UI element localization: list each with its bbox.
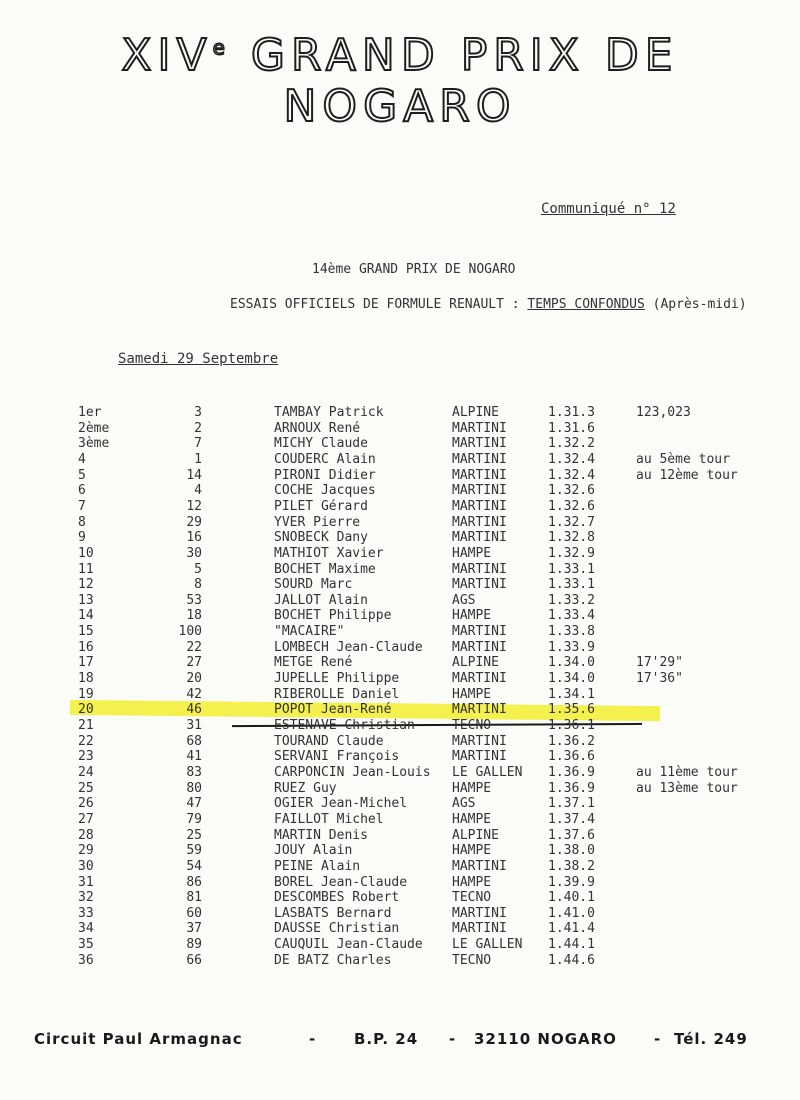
chassis-cell: ALPINE [452,655,499,671]
position-cell: 8 [78,514,86,530]
position-cell: 27 [78,811,94,827]
lap-time-cell: 1.37.6 [548,827,595,843]
chassis-cell: MARTINI [452,639,507,655]
driver-cell: JALLOT Alain [274,592,368,608]
position-cell: 33 [78,905,94,921]
lap-time-cell: 1.36.9 [548,780,595,796]
driver-cell: MATHIOT Xavier [274,545,384,561]
lap-time-cell: 1.32.8 [548,530,595,546]
lap-time-cell: 1.33.1 [548,577,595,593]
position-cell: 34 [78,921,94,937]
driver-cell: DE BATZ Charles [274,952,392,968]
chassis-cell: MARTINI [452,671,507,687]
table-row [0,702,800,718]
driver-cell: OGIER Jean-Michel [274,796,408,812]
driver-cell: "MACAIRE" [274,624,345,640]
table-row [0,671,800,687]
position-cell: 23 [78,749,94,765]
position-cell: 10 [78,545,94,561]
table-row [0,577,800,593]
communique-number: Communiqué n° 12 [541,201,676,217]
position-cell: 3ème [78,436,110,452]
table-row [0,828,800,844]
car-number-cell: 53 [186,592,202,608]
table-row [0,562,800,578]
position-cell: 36 [78,952,94,968]
table-row [0,655,800,671]
car-number-cell: 54 [186,858,202,874]
note-cell: au 13ème tour [636,780,738,796]
position-cell: 13 [78,592,94,608]
table-row [0,530,800,546]
chassis-cell: MARTINI [452,530,507,546]
chassis-cell: TECNO [452,718,492,733]
lap-time-cell: 1.40.1 [548,890,595,906]
driver-cell: TOURAND Claude [274,733,384,749]
car-number-cell: 89 [186,937,202,953]
car-number-cell: 59 [186,843,202,859]
table-row [0,421,800,437]
position-cell: 32 [78,890,94,906]
position-cell: 1er [78,405,102,420]
car-number-cell: 60 [186,905,202,921]
session-date: Samedi 29 Septembre [118,351,279,367]
table-row [0,906,800,922]
car-number-cell: 100 [178,624,202,640]
lap-time-cell: 1.36.2 [548,733,595,749]
lap-time-cell: 1.33.4 [548,608,595,624]
chassis-cell: MARTINI [452,624,507,640]
position-cell: 16 [78,639,94,655]
car-number-cell: 41 [186,749,202,765]
car-number-cell: 86 [186,874,202,890]
driver-cell: JOUY Alain [274,843,353,859]
car-number-cell: 31 [186,718,202,733]
position-cell: 25 [78,780,94,796]
chassis-cell: MARTINI [452,467,507,483]
position-cell: 15 [78,624,94,640]
driver-cell: SNOBECK Dany [274,530,368,546]
event-subtitle: 14ème GRAND PRIX DE NOGARO [312,262,516,277]
position-cell: 17 [78,655,94,671]
lap-time-cell: 1.34.0 [548,655,595,671]
chassis-cell: LE GALLEN [452,937,523,953]
chassis-cell: LE GALLEN [452,764,523,780]
footer-address: Circuit Paul Armagnac - B.P. 24 - 32110 NOGARO - Tél. 249 [34,1030,748,1048]
car-number-cell: 4 [194,483,202,499]
position-cell: 2ème [78,420,110,436]
chassis-cell: MARTINI [452,702,507,718]
note-cell: au 12ème tour [636,467,738,483]
chassis-cell: MARTINI [452,577,507,593]
table-row [0,593,800,609]
position-cell: 6 [78,483,86,499]
table-row [0,640,800,656]
car-number-cell: 7 [194,436,202,452]
position-cell: 7 [78,498,86,514]
note-cell: 123,023 [636,405,691,420]
table-row [0,843,800,859]
driver-cell: LASBATS Bernard [274,905,392,921]
chassis-cell: ALPINE [452,405,499,420]
chassis-cell: MARTINI [452,561,507,577]
table-row [0,483,800,499]
lap-time-cell: 1.36.9 [548,764,595,780]
driver-cell: ARNOUX René [274,420,361,436]
position-cell: 5 [78,467,86,483]
driver-cell: COUDERC Alain [274,451,376,467]
lap-time-cell: 1.36.6 [548,749,595,765]
car-number-cell: 1 [194,451,202,467]
table-row [0,734,800,750]
car-number-cell: 83 [186,764,202,780]
position-cell: 21 [78,718,94,733]
driver-cell: BOCHET Maxime [274,561,376,577]
table-row [0,624,800,640]
table-row [0,859,800,875]
car-number-cell: 20 [186,671,202,687]
driver-cell: YVER Pierre [274,514,361,530]
lap-time-cell: 1.32.6 [548,483,595,499]
driver-cell: CAUQUIL Jean-Claude [274,937,423,953]
note-cell: 17'36" [636,671,683,687]
position-cell: 11 [78,561,94,577]
table-row [0,953,800,969]
car-number-cell: 80 [186,780,202,796]
car-number-cell: 3 [194,405,202,420]
lap-time-cell: 1.39.9 [548,874,595,890]
lap-time-cell: 1.32.4 [548,467,595,483]
driver-cell: METGE René [274,655,353,671]
chassis-cell: MARTINI [452,420,507,436]
driver-cell: ESTENAVE Christian [274,718,415,733]
driver-cell: MARTIN Denis [274,827,368,843]
chassis-cell: AGS [452,592,476,608]
lap-time-cell: 1.44.6 [548,952,595,968]
note-cell: 17'29" [636,655,683,671]
car-number-cell: 27 [186,655,202,671]
position-cell: 29 [78,843,94,859]
table-row [0,608,800,624]
car-number-cell: 25 [186,827,202,843]
lap-time-cell: 1.38.2 [548,858,595,874]
driver-cell: PILET Gérard [274,498,368,514]
driver-cell: LOMBECH Jean-Claude [274,639,423,655]
car-number-cell: 46 [186,702,202,718]
lap-time-cell: 1.32.2 [548,436,595,452]
table-row [0,749,800,765]
table-row [0,765,800,781]
page-title: XIVe GRAND PRIX DE NOGARO [121,30,679,132]
driver-cell: RIBEROLLE Daniel [274,686,400,702]
car-number-cell: 18 [186,608,202,624]
car-number-cell: 29 [186,514,202,530]
chassis-cell: TECNO [452,952,492,968]
chassis-cell: MARTINI [452,905,507,921]
chassis-cell: AGS [452,796,476,812]
lap-time-cell: 1.32.6 [548,498,595,514]
note-cell: au 5ème tour [636,451,730,467]
car-number-cell: 30 [186,545,202,561]
chassis-cell: HAMPE [452,843,492,859]
chassis-cell: HAMPE [452,811,492,827]
chassis-cell: HAMPE [452,545,492,561]
table-row [0,515,800,531]
position-cell: 22 [78,733,94,749]
chassis-cell: MARTINI [452,498,507,514]
session-subtitle: ESSAIS OFFICIELS DE FORMULE RENAULT : TEMPS CONFONDUS (Après-midi) [230,297,747,312]
driver-cell: PEINE Alain [274,858,361,874]
driver-cell: CARPONCIN Jean-Louis [274,764,431,780]
table-row [0,796,800,812]
car-number-cell: 22 [186,639,202,655]
lap-time-cell: 1.44.1 [548,937,595,953]
lap-time-cell: 1.35.6 [548,702,595,718]
position-cell: 4 [78,451,86,467]
position-cell: 31 [78,874,94,890]
lap-time-cell: 1.41.0 [548,905,595,921]
table-row [0,499,800,515]
chassis-cell: TECNO [452,890,492,906]
chassis-cell: HAMPE [452,780,492,796]
chassis-cell: ALPINE [452,827,499,843]
lap-time-cell: 1.37.4 [548,811,595,827]
lap-time-cell: 1.32.4 [548,451,595,467]
lap-time-cell: 1.32.7 [548,514,595,530]
lap-time-cell: 1.33.1 [548,561,595,577]
position-cell: 24 [78,764,94,780]
lap-time-cell: 1.38.0 [548,843,595,859]
car-number-cell: 5 [194,561,202,577]
lap-time-cell: 1.33.9 [548,639,595,655]
table-row [0,468,800,484]
chassis-cell: MARTINI [452,749,507,765]
car-number-cell: 37 [186,921,202,937]
position-cell: 28 [78,827,94,843]
chassis-cell: HAMPE [452,686,492,702]
position-cell: 35 [78,937,94,953]
driver-cell: DESCOMBES Robert [274,890,400,906]
table-row [0,875,800,891]
position-cell: 26 [78,796,94,812]
lap-time-cell: 1.41.4 [548,921,595,937]
car-number-cell: 12 [186,498,202,514]
chassis-cell: MARTINI [452,436,507,452]
lap-time-cell: 1.31.3 [548,405,595,420]
chassis-cell: HAMPE [452,608,492,624]
position-cell: 9 [78,530,86,546]
table-row [0,436,800,452]
driver-cell: SOURD Marc [274,577,353,593]
table-row [0,546,800,562]
driver-cell: RUEZ Guy [274,780,337,796]
car-number-cell: 8 [194,577,202,593]
driver-cell: COCHE Jacques [274,483,376,499]
note-cell: au 11ème tour [636,764,738,780]
position-cell: 19 [78,686,94,702]
table-row [0,452,800,468]
lap-time-cell: 1.33.2 [548,592,595,608]
lap-time-cell: 1.32.9 [548,545,595,561]
position-cell: 20 [78,702,94,718]
car-number-cell: 42 [186,686,202,702]
table-row [0,687,800,703]
driver-cell: POPOT Jean-René [274,702,392,718]
table-row [0,812,800,828]
driver-cell: MICHY Claude [274,436,368,452]
car-number-cell: 16 [186,530,202,546]
driver-cell: FAILLOT Michel [274,811,384,827]
lap-time-cell: 1.34.1 [548,686,595,702]
car-number-cell: 66 [186,952,202,968]
chassis-cell: MARTINI [452,733,507,749]
table-row [0,781,800,797]
car-number-cell: 2 [194,420,202,436]
table-row [0,718,800,734]
chassis-cell: MARTINI [452,451,507,467]
position-cell: 30 [78,858,94,874]
lap-time-cell: 1.33.8 [548,624,595,640]
table-row [0,937,800,953]
table-row [0,921,800,937]
driver-cell: BOCHET Philippe [274,608,392,624]
table-row [0,890,800,906]
lap-time-cell: 1.37.1 [548,796,595,812]
chassis-cell: MARTINI [452,921,507,937]
lap-time-cell: 1.34.0 [548,671,595,687]
position-cell: 14 [78,608,94,624]
chassis-cell: MARTINI [452,514,507,530]
car-number-cell: 47 [186,796,202,812]
car-number-cell: 81 [186,890,202,906]
lap-time-cell: 1.31.6 [548,420,595,436]
position-cell: 18 [78,671,94,687]
driver-cell: DAUSSE Christian [274,921,400,937]
car-number-cell: 14 [186,467,202,483]
chassis-cell: MARTINI [452,483,507,499]
driver-cell: JUPELLE Philippe [274,671,400,687]
table-row [0,405,800,421]
driver-cell: TAMBAY Patrick [274,405,384,420]
car-number-cell: 68 [186,733,202,749]
driver-cell: SERVANI François [274,749,400,765]
driver-cell: PIRONI Didier [274,467,376,483]
car-number-cell: 79 [186,811,202,827]
chassis-cell: MARTINI [452,858,507,874]
chassis-cell: HAMPE [452,874,492,890]
driver-cell: BOREL Jean-Claude [274,874,408,890]
lap-time-cell: 1.36.1 [548,718,595,733]
position-cell: 12 [78,577,94,593]
